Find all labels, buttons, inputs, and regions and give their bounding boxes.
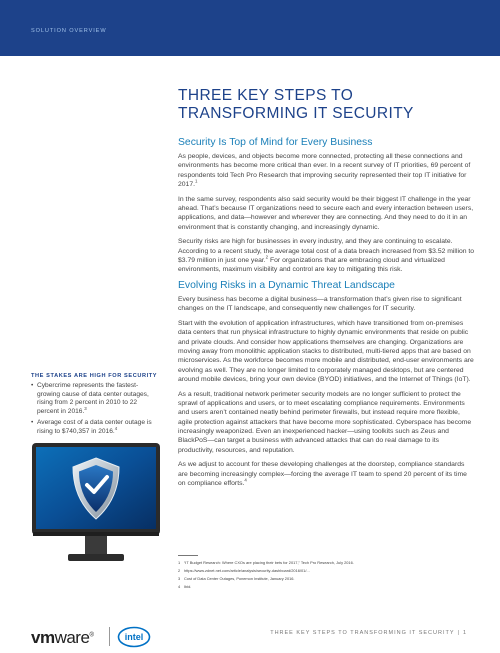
footnote-divider — [178, 555, 198, 556]
section-heading-risks: Evolving Risks in a Dynamic Threat Landscape — [178, 280, 395, 292]
paragraph: As we adjust to account for these developing challenges at the doorstep, compliance standards are becoming increasingly complex—forcing the average IT team to spend 20 percent of its time on compliance efforts.$^4$ — [178, 461, 467, 487]
paragraph: Every business has become a digital business—a transformation that’s given rise to significant changes on the IT landscape, and consequently new challenges for IT security. — [178, 296, 462, 313]
svg-text:intel: intel — [124, 632, 144, 642]
footer-title: THREE KEY STEPS TO TRANSFORMING IT SECURITY — [270, 630, 455, 636]
footnote-ref: 2 — [265, 254, 269, 260]
monitor-with-shield-icon — [30, 441, 162, 573]
paragraph: Security risks are high for businesses in every industry, and they are continuing to escalate. According to a recent study, the average total cost of a data breach increased from $3.52 million to $3.79 million in just one year.$^2$ For organizations that are embracing cloud and virtualized environments, maximum visibility and control are key to mitigating this risk. — [178, 238, 475, 274]
paragraph: As people, devices, and objects become more connected, protecting all these connections and environments has become more critical than ever. In a recent survey of IT priorities, 69 percent of respondents told Tech Pro Research that improving security represented their top IT initiative for 2017.$^1$ — [178, 153, 471, 188]
paragraph: Start with the evolution of application infrastructures, which have transitioned from on-premises data centers that run physical infrastructure to highly dynamic environments that reside on public and private clouds. And consider how applications themselves are changing. Organizations are moving away from monolithic application stacks to distributed, multi-tiered apps that are based on microservices. As the workforce becomes more mobile and distributed, end-user environments are evolving as well. They are no longer limited to corporately managed desktops, but are centered around mobile devices, bring your own device (BYOD) initiatives, and the Internet of Things (IoT). — [178, 320, 474, 383]
logo-divider — [109, 627, 110, 646]
title-line-1: THREE KEY STEPS TO — [178, 87, 354, 104]
page-title — [178, 87, 478, 123]
paragraph: In the same survey, respondents also said security would be their biggest IT challenge in the year ahead. That’s because IT organizations need to secure each and every interaction between users, applications, and data—however and wherever they are connecting. And they need to do it in an environment that is constantly changing, and increasingly dynamic. — [178, 195, 474, 231]
footnotes — [178, 559, 475, 591]
footnote-ref: 4 — [244, 477, 247, 483]
page-footer: THREE KEY STEPS TO TRANSFORMING IT SECURITY | 1 — [270, 630, 467, 636]
footnote-ref: 1 — [195, 178, 198, 184]
vmware-logo: vmware® — [31, 628, 94, 647]
page-number: 1 — [462, 630, 467, 636]
title-line-2: TRANSFORMING IT SECURITY — [178, 105, 414, 122]
sidebar-list-item: • Average cost of a data center outage is rising to $740,357 in 2016.$^4$ — [31, 419, 159, 436]
footnote: 1 “IT Budget Research: Where CXOs are placing their bets for 2017,” Tech Pro Research, July 2016. — [178, 560, 354, 565]
footnote-ref: 3 — [84, 405, 87, 411]
footnote-ref: 4 — [114, 425, 118, 431]
main-column — [178, 137, 475, 494]
document-type-label: SOLUTION OVERVIEW — [31, 28, 107, 34]
sidebar-list — [31, 382, 159, 437]
section-heading-security: Security Is Top of Mind for Every Business — [178, 137, 373, 148]
footnote: 2 https://www.zdnet.net.com/article/analysis/security-dashboard/2016/01/... — [178, 568, 310, 573]
footnote: 4 Ibid. — [178, 584, 192, 589]
paragraph: As a result, traditional network perimeter security models are no longer sufficient to protect the sprawl of applications and users, or to meet escalating compliance requirements. Environments and users aren’t contained neatly behind perimeter firewalls, but instead require more flexible, agile protection against attackers that have become more sophisticated. Cyberspace has become increasingly weaponized. Even an inexperienced hacker—using toolkits such as Zeus and BlackPoS—can target a business with advanced attacks that can do real damage to its productivity, resources, and reputation. — [178, 390, 472, 454]
sidebar-list-item: • Cybercrime represents the fastest-growing cause of data center outages, rising from 2 percent in 2010 to 22 percent in 2016.$^3$ — [31, 382, 159, 416]
stakes-sidebar — [31, 373, 159, 440]
header-band — [0, 0, 500, 56]
footnote: 3 Cost of Data Center Outages, Ponemon Institute, January 2016. — [178, 576, 295, 581]
intel-logo — [117, 626, 151, 653]
sidebar-heading: THE STAKES ARE HIGH FOR SECURITY — [31, 373, 158, 379]
